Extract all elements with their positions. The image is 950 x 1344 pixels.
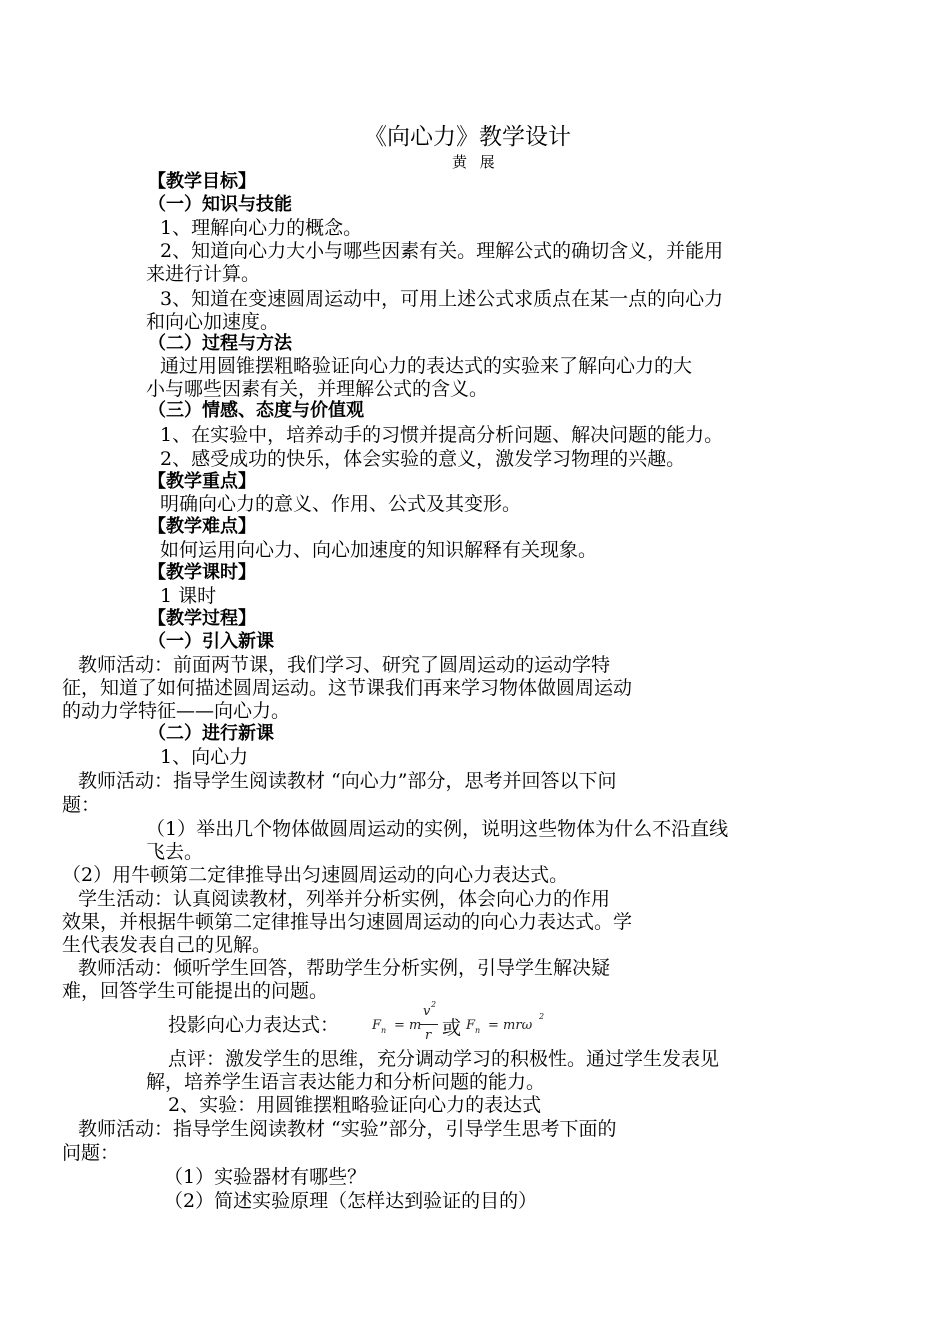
author: 黄 展 — [452, 153, 499, 171]
text-line: 征，知道了如何描述圆周运动。这节课我们再来学习物体做圆周运动 — [62, 677, 633, 699]
text-line: 点评：激发学生的思维，充分调动学习的积极性。通过学生发表见 — [168, 1048, 720, 1070]
text-line: 生代表发表自己的见解。 — [62, 934, 272, 956]
text-line: 1、向心力 — [160, 746, 249, 768]
text-line: 如何运用向心力、向心加速度的知识解释有关现象。 — [160, 539, 598, 561]
text-line: 解，培养学生语言表达能力和分析问题的能力。 — [146, 1071, 546, 1093]
text-line: 通过用圆锥摆粗略验证向心力的表达式的实验来了解向心力的大 — [160, 355, 693, 377]
fraction-bar — [420, 1024, 438, 1025]
text-line: 学生活动：认真阅读教材，列举并分析实例，体会向心力的作用 — [78, 888, 611, 910]
heading-teaching-process: 【教学过程】 — [148, 608, 256, 629]
text-line: 和向心加速度。 — [146, 311, 280, 333]
text-line: 教师活动：倾听学生回答，帮助学生分析实例，引导学生解决疑 — [78, 957, 611, 979]
formula-f1-sub: n — [381, 1026, 387, 1035]
subheading-process: （二）过程与方法 — [148, 333, 292, 354]
formula-f1-lhs: F — [372, 1018, 382, 1033]
subheading-new-lesson: （二）进行新课 — [148, 723, 274, 744]
heading-class-hours: 【教学课时】 — [148, 562, 256, 583]
text-line: 飞去。 — [146, 841, 204, 863]
formula-or: 或 — [442, 1017, 462, 1039]
text-line: 效果，并根据牛顿第二定律推导出匀速圆周运动的向心力表达式。学 — [62, 911, 633, 933]
text-line: 1、在实验中，培养动手的习惯并提高分析问题、解决问题的能力。 — [160, 424, 724, 446]
formula-f1-num: v — [423, 1004, 431, 1019]
text-line: 小与哪些因素有关，并理解公式的含义。 — [146, 378, 489, 400]
formula-f2-rhs: = mrω — [488, 1018, 533, 1033]
text-line: 的动力学特征——向心力。 — [62, 700, 291, 722]
text-line: 教师活动：指导学生阅读教材 “实验”部分，引导学生思考下面的 — [78, 1118, 617, 1140]
formula-f1-den: r — [425, 1028, 432, 1043]
text-line: 3、知道在变速圆周运动中，可用上述公式求质点在某一点的向心力 — [160, 288, 724, 310]
formula-f1-eq: = m — [394, 1018, 422, 1033]
text-line: （1）实验器材有哪些？ — [164, 1166, 367, 1188]
heading-difficulties: 【教学难点】 — [148, 516, 256, 537]
formula-f2-sub: n — [475, 1026, 481, 1035]
text-line: （2）简述实验原理（怎样达到验证的目的） — [164, 1190, 538, 1212]
formula-f2-lhs: F — [466, 1018, 476, 1033]
heading-key-points: 【教学重点】 — [148, 471, 256, 492]
text-line: 问题： — [62, 1142, 120, 1164]
formula-f1-num-exp: 2 — [431, 1000, 437, 1009]
text-line: 来进行计算。 — [146, 263, 261, 285]
text-line: 投影向心力表达式： — [168, 1014, 340, 1036]
text-line: 1、理解向心力的概念。 — [160, 217, 363, 239]
text-line: 教师活动：前面两节课，我们学习、研究了圆周运动的运动学特 — [78, 654, 611, 676]
subheading-values: （三）情感、态度与价值观 — [148, 400, 364, 421]
heading-objectives: 【教学目标】 — [148, 171, 256, 192]
text-line: 2、实验：用圆锥摆粗略验证向心力的表达式 — [168, 1094, 542, 1116]
text-line: （1）举出几个物体做圆周运动的实例，说明这些物体为什么不沿直线 — [146, 818, 729, 840]
formula-f2-exp: 2 — [539, 1012, 545, 1021]
subheading-knowledge: （一）知识与技能 — [148, 194, 292, 215]
page-title: 《向心力》教学设计 — [364, 124, 571, 150]
text-line: 难，回答学生可能提出的问题。 — [62, 980, 329, 1002]
text-line: 明确向心力的意义、作用、公式及其变形。 — [160, 493, 522, 515]
text-line: （2）用牛顿第二定律推导出匀速圆周运动的向心力表达式。 — [62, 864, 569, 886]
text-line: 题： — [62, 794, 101, 816]
centripetal-force-formula — [368, 1000, 558, 1050]
text-line: 2、感受成功的快乐，体会实验的意义，激发学习物理的兴趣。 — [160, 448, 686, 470]
text-line: 教师活动：指导学生阅读教材 “向心力”部分，思考并回答以下问 — [78, 770, 617, 792]
text-line: 1 课时 — [160, 585, 217, 607]
text-line: 2、知道向心力大小与哪些因素有关。理解公式的确切含义，并能用 — [160, 240, 724, 262]
subheading-introduction: （一）引入新课 — [148, 631, 274, 652]
